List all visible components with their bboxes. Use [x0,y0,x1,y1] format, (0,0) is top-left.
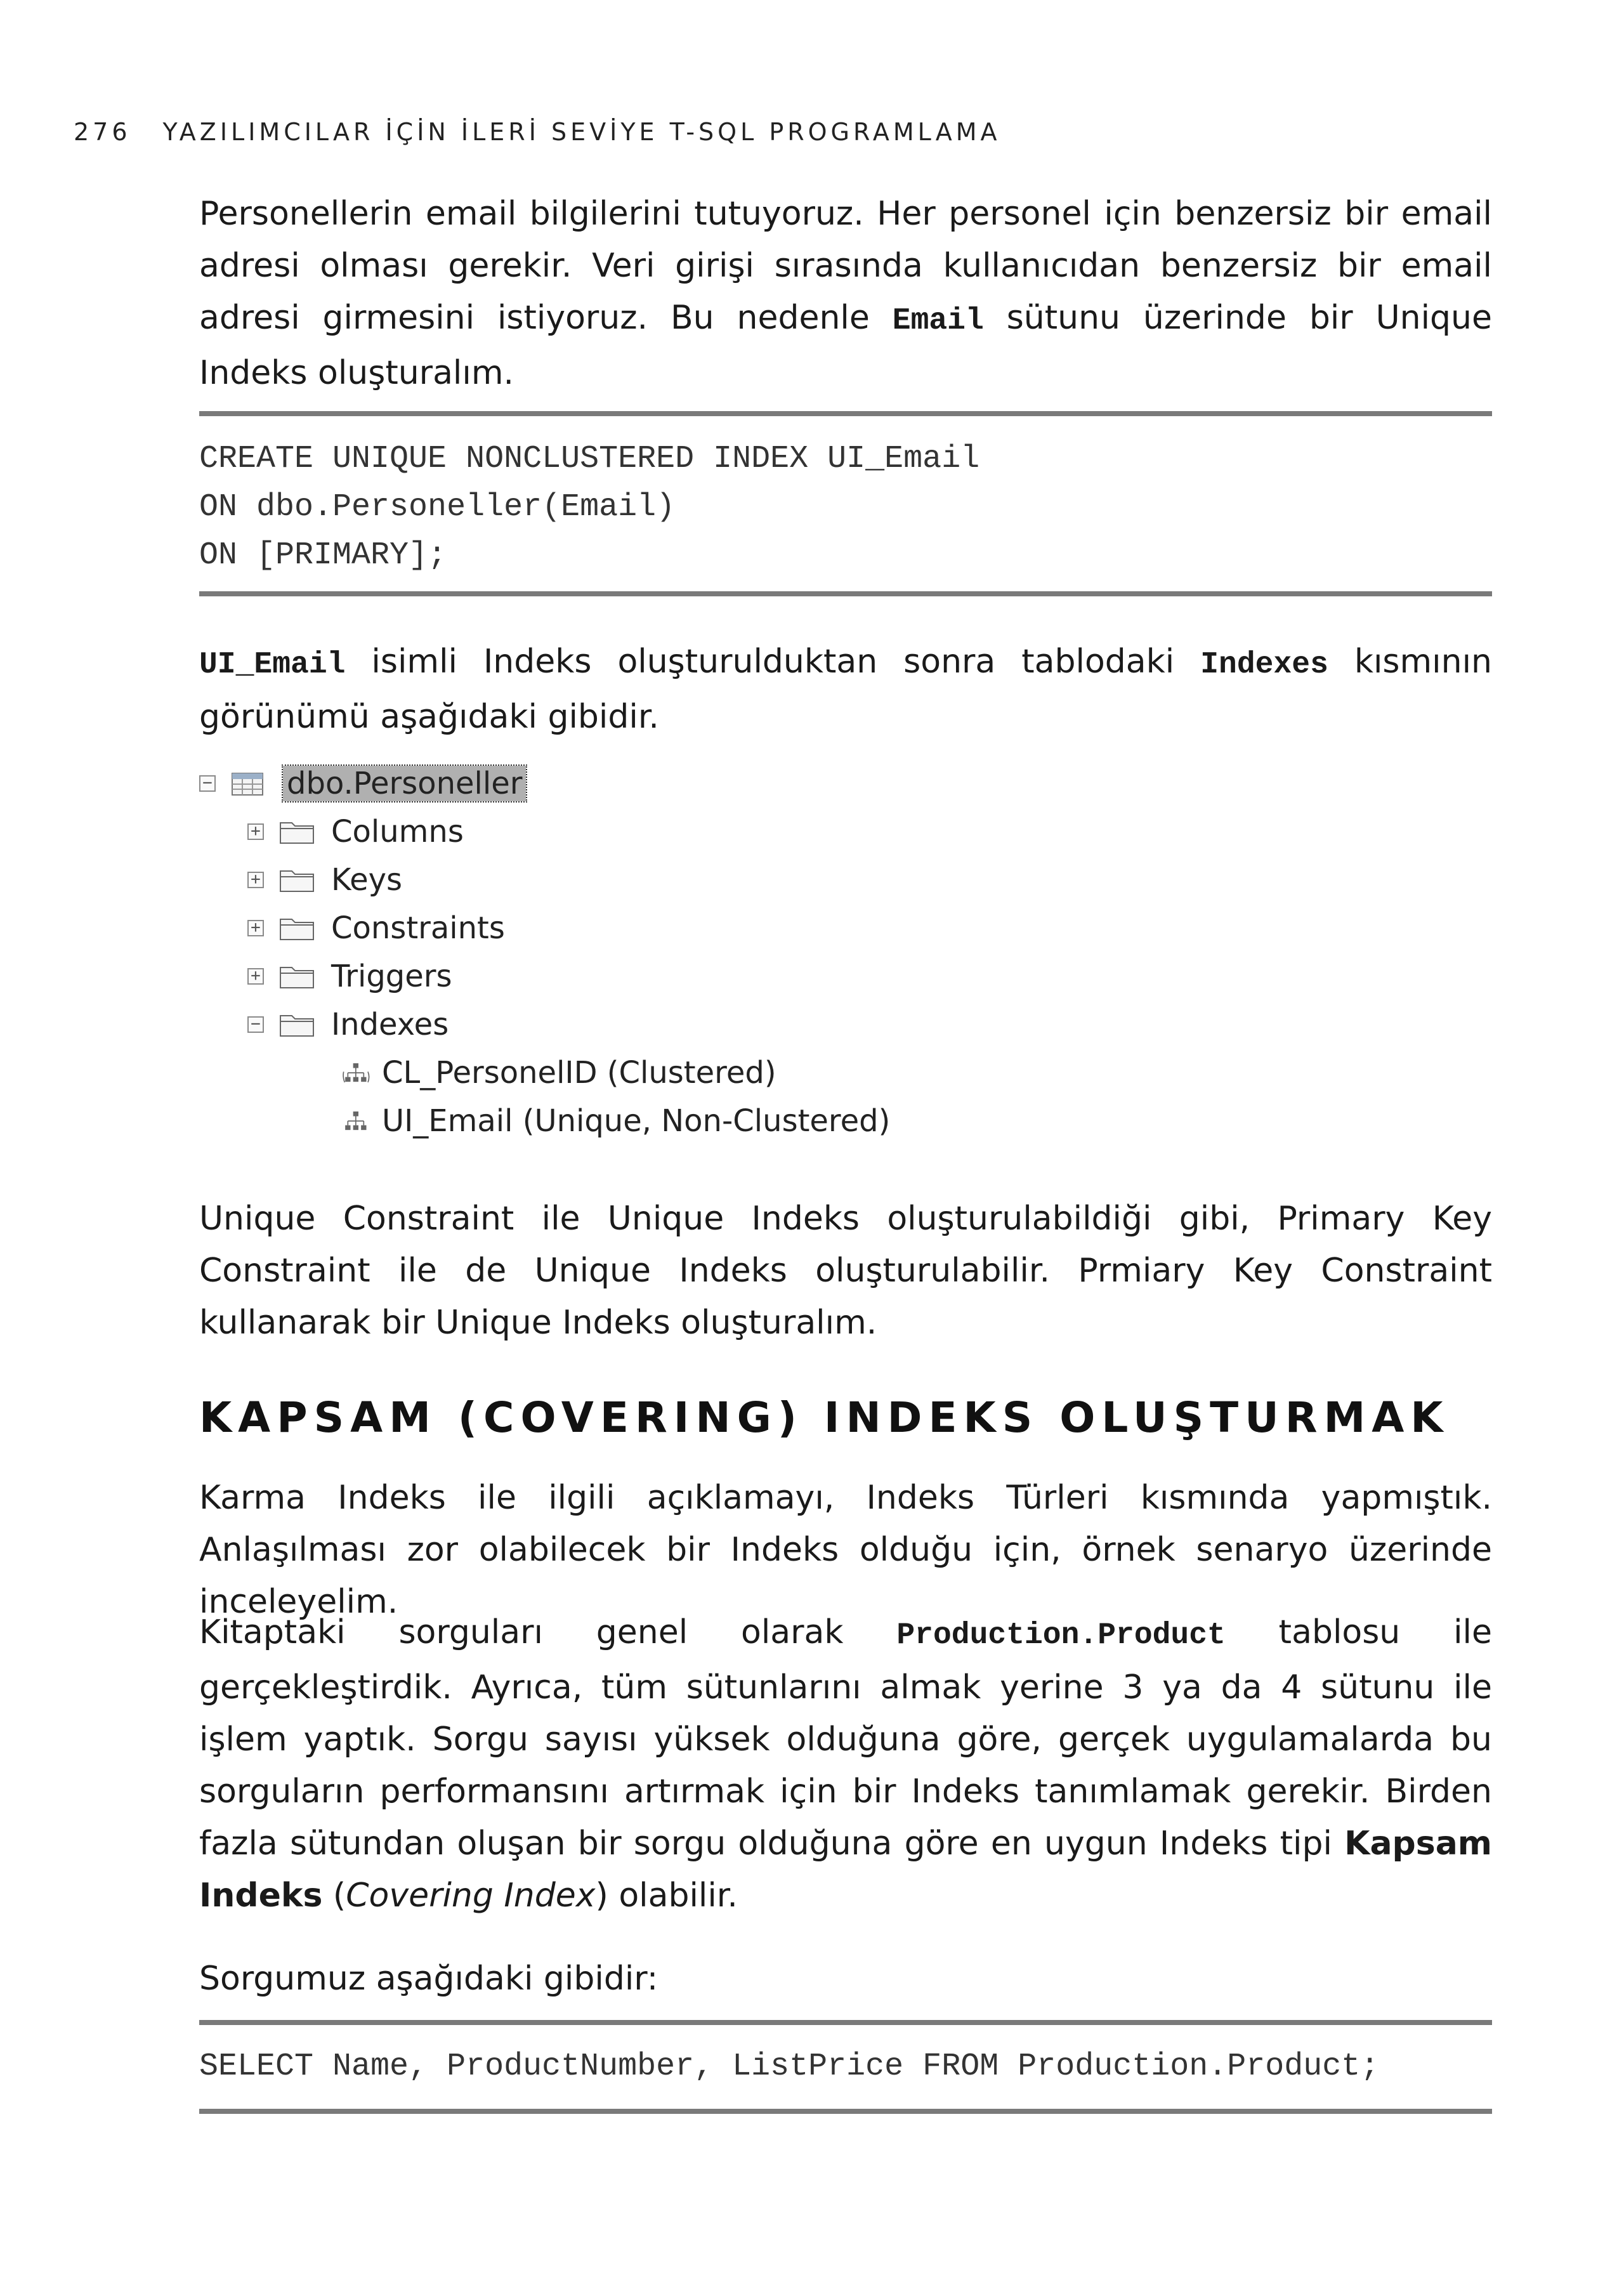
folder-icon [278,818,316,846]
collapse-toggle-icon[interactable]: − [247,1016,264,1033]
expand-toggle-icon[interactable]: + [247,920,264,936]
expand-toggle-icon[interactable]: + [247,872,264,888]
paragraph-6-text: Sorgumuz aşağıdaki gibidir: [199,1960,658,1998]
paragraph-2 [199,636,1492,743]
tree-index-label: UI_Email (Unique, Non-Clustered) [382,1103,891,1139]
tree-folder-label: Triggers [331,959,452,994]
folder-icon [278,914,316,942]
folder-icon [278,1011,316,1039]
paragraph-5-text [199,1606,1492,1922]
code-block-select [199,2020,1492,2114]
tree-folder-constraints[interactable] [247,906,505,950]
tree-folder-label: Keys [331,862,403,898]
code-block-create-index [199,411,1492,596]
paragraph-1-text-b: sütunu üzerinde bir Unique Indeks oluşturalım. [199,299,1492,392]
table-icon [230,770,268,797]
book-title: YAZILIMCILAR İÇİN İLERİ SEVİYE T-SQL PROGRAMLAMA [162,118,1001,146]
index-icon [343,1107,374,1135]
paragraph-3 [199,1193,1492,1349]
inline-code-production-product: Production.Product [896,1618,1226,1653]
expand-toggle-icon[interactable]: + [247,968,264,985]
tree-index-clustered[interactable] [343,1051,776,1095]
tree-folder-indexes[interactable] [247,1002,449,1047]
paragraph-2-text-b: kısmının görünümü aşağıdaki gibidir. [199,643,1492,736]
bold-term: Kapsam Indeks [199,1825,1492,1915]
paragraph-4 [199,1472,1492,1628]
tree-folder-triggers[interactable] [247,954,452,999]
paragraph-2-text [199,636,1492,743]
paragraph-5-text-b: tablosu ile gerçekleştirdik. Ayrıca, tüm sütunlarını almak yerine 3 ya da 4 sütunu ile işlem yaptık. Sorgu sayısı yüksek olduğuna göre, gerçek uygulamalarda bu sorguların performansını artırmak için bir Indeks tanımlamak gerekir. Birden fazla sütundan oluşan bir sorgu olduğuna göre en uygun Indeks tipi [199,1613,1492,1863]
tree-folder-keys[interactable] [247,858,402,902]
tree-root-label[interactable]: dbo.Personeller [283,766,526,801]
paragraph-5 [199,1606,1492,1922]
code-line: SELECT Name, ProductNumber, ListPrice FROM Production.Product; [199,2049,1380,2085]
object-explorer-tree [199,761,1024,1155]
tree-index-unique[interactable] [343,1099,890,1143]
tree-root-row[interactable] [199,761,526,806]
paragraph-5-text-c: ( [322,1877,346,1915]
inline-code-email: Email [892,304,984,338]
paragraph-4-text: Karma Indeks ile ilgili açıklamayı, Indeks Türleri kısmında yapmıştık. Anlaşılması zor olabilecek bir Indeks olduğu için, örnek senaryo üzerinde inceleyelim. [199,1479,1492,1621]
paragraph-1-text-a: Personellerin email bilgilerini tutuyoruz. Her personel için benzersiz bir email adresi olması gerekir. Veri girişi sırasında kullanıcıdan benzersiz bir email adresi girmesini istiyoruz. Bu nedenle [199,195,1492,337]
paragraph-1 [199,188,1492,399]
page-number: 276 [74,118,131,146]
running-header [74,118,1533,150]
paragraph-1-text [199,188,1492,399]
tree-folder-columns[interactable] [247,810,464,854]
paragraph-6 [199,1953,1492,2005]
folder-icon [278,866,316,894]
expand-toggle-icon[interactable]: + [247,823,264,840]
section-heading [199,1393,1492,1442]
paragraph-5-text-d: ) olabilir. [595,1877,738,1915]
tree-folder-label: Indexes [331,1007,449,1042]
inline-code-ui-email: UI_Email [199,648,346,682]
section-title: KAPSAM (COVERING) INDEKS OLUŞTURMAK [199,1393,1450,1442]
tree-folder-label: Constraints [331,910,505,946]
code-line: ON dbo.Personeller(Email) [199,489,676,525]
code-line: CREATE UNIQUE NONCLUSTERED INDEX UI_Email [199,441,980,477]
code-line: ON [PRIMARY]; [199,537,447,574]
tree-index-label: CL_PersonelID (Clustered) [382,1055,776,1091]
paragraph-3-text: Unique Constraint ile Unique Indeks oluşturulabildiği gibi, Primary Key Constraint ile de Unique Indeks oluşturulabilir. Prmiary Key Constraint kullanarak bir Unique Indeks oluşturalım. [199,1200,1492,1342]
tree-folder-label: Columns [331,814,464,849]
index-icon [343,1059,374,1087]
folder-icon [278,962,316,990]
italic-term: Covering Index [346,1877,596,1915]
paragraph-2-text-a: isimli Indeks oluşturulduktan sonra tablodaki [345,643,1201,681]
collapse-toggle-icon[interactable]: − [199,775,216,792]
inline-code-indexes: Indexes [1200,648,1328,682]
paragraph-5-text-a: Kitaptaki sorguları genel olarak [199,1613,897,1651]
